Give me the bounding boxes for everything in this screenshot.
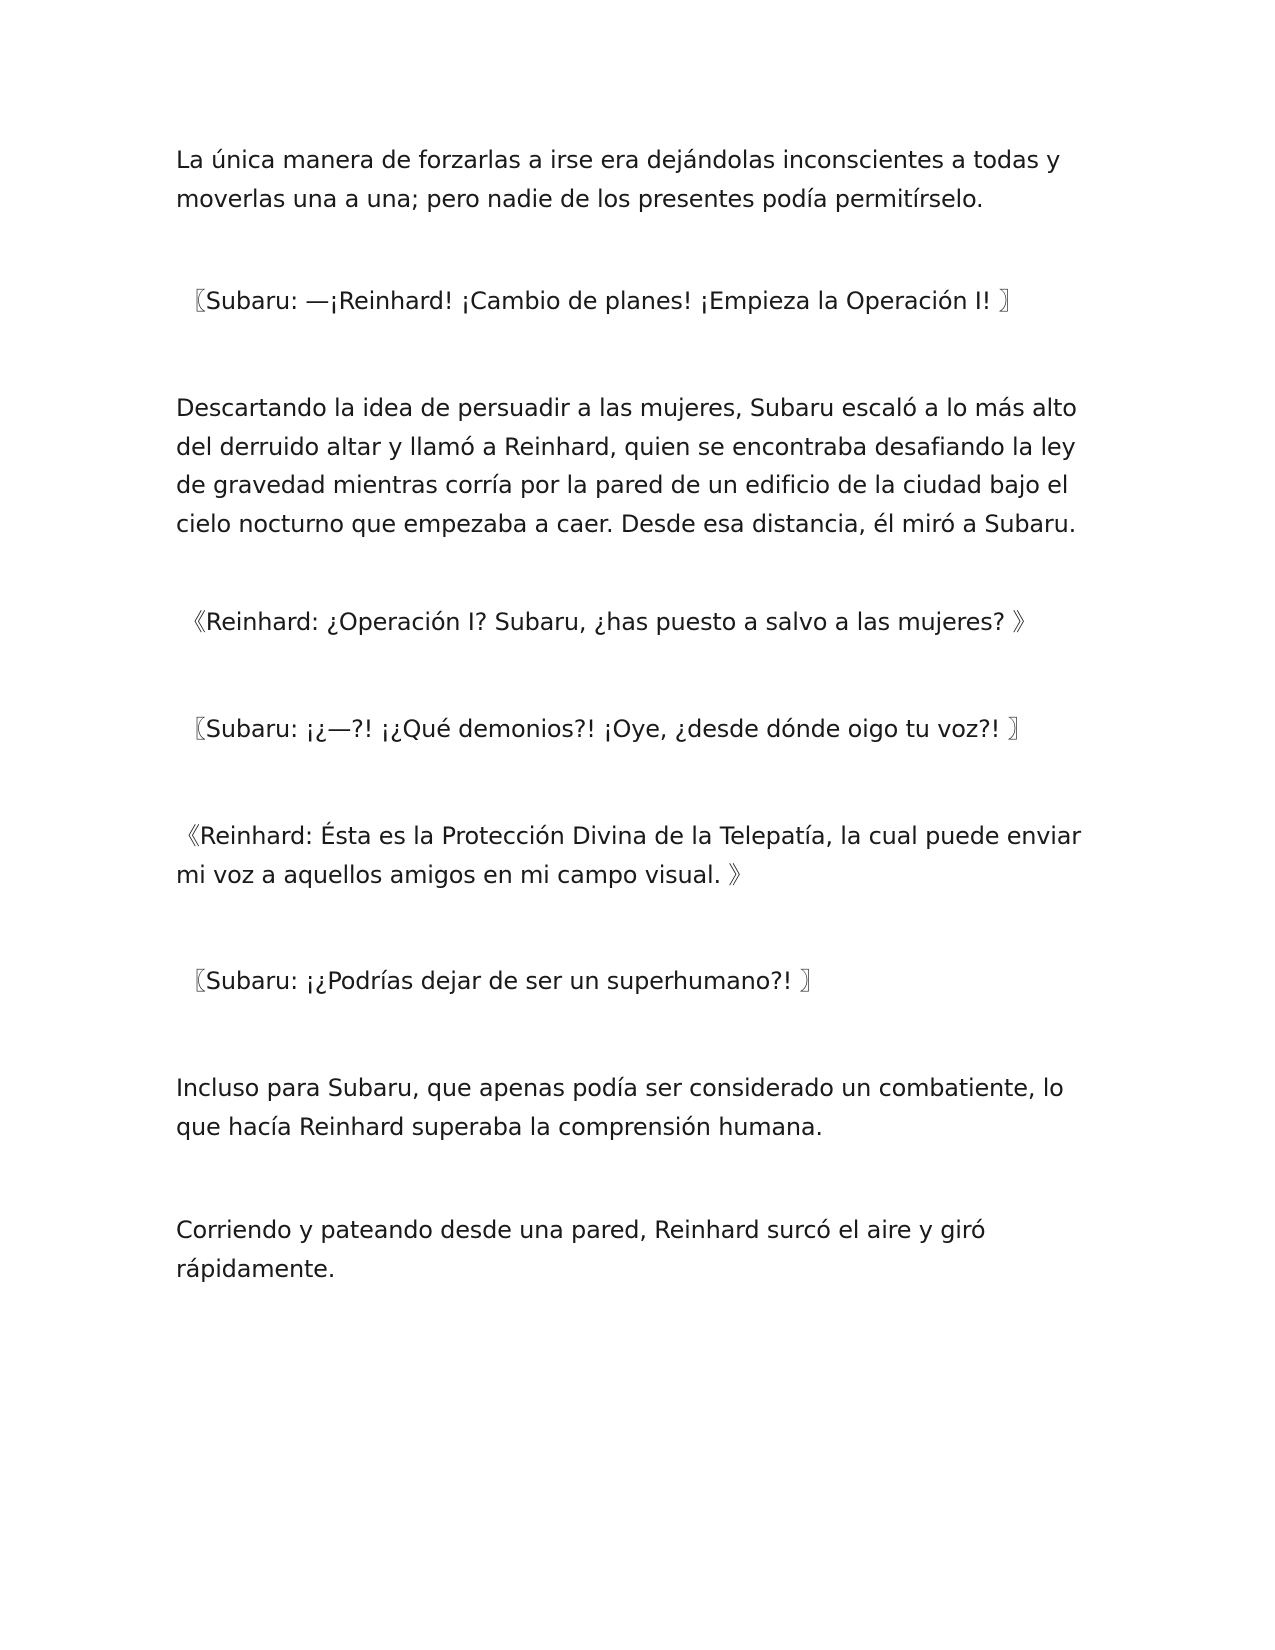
dialogue-subaru-2: 〖Subaru: ¡¿—?! ¡¿Qué demonios?! ¡Oye, ¿desde dónde oigo tu voz?! 〗: [182, 715, 1032, 743]
narration-paragraph-3: Incluso para Subaru, que apenas podía ser considerado un combatiente, lo que hacía Reinhard superaba la comprensión humana.: [176, 1074, 1064, 1141]
narration-paragraph-1: La única manera de forzarlas a irse era dejándolas inconscientes a todas y moverlas una a una; pero nadie de los presentes podía permitírselo.: [176, 146, 1061, 213]
dialogue-subaru-1: 〖Subaru: —¡Reinhard! ¡Cambio de planes! ¡Empieza la Operación I! 〗: [182, 287, 1023, 315]
narration-paragraph-2: Descartando la idea de persuadir a las mujeres, Subaru escaló a lo más alto del derruido altar y llamó a Reinhard, quien se encontraba desafiando la ley de gravedad mientras corría por la pared de un edificio de la ciudad bajo el cielo nocturno que empezaba a caer. Desde esa distancia, él miró a Subaru.: [176, 394, 1077, 538]
dialogue-reinhard-1: 《Reinhard: ¿Operación I? Subaru, ¿has puesto a salvo a las mujeres? 》: [182, 608, 1037, 636]
narration-paragraph-4: Corriendo y pateando desde una pared, Reinhard surcó el aire y giró rápidamente.: [176, 1216, 986, 1283]
dialogue-reinhard-2: 《Reinhard: Ésta es la Protección Divina de la Telepatía, la cual puede enviar mi voz a aquellos amigos en mi campo visual. 》: [176, 822, 1081, 889]
dialogue-subaru-3: 〖Subaru: ¡¿Podrías dejar de ser un superhumano?! 〗: [182, 967, 824, 995]
